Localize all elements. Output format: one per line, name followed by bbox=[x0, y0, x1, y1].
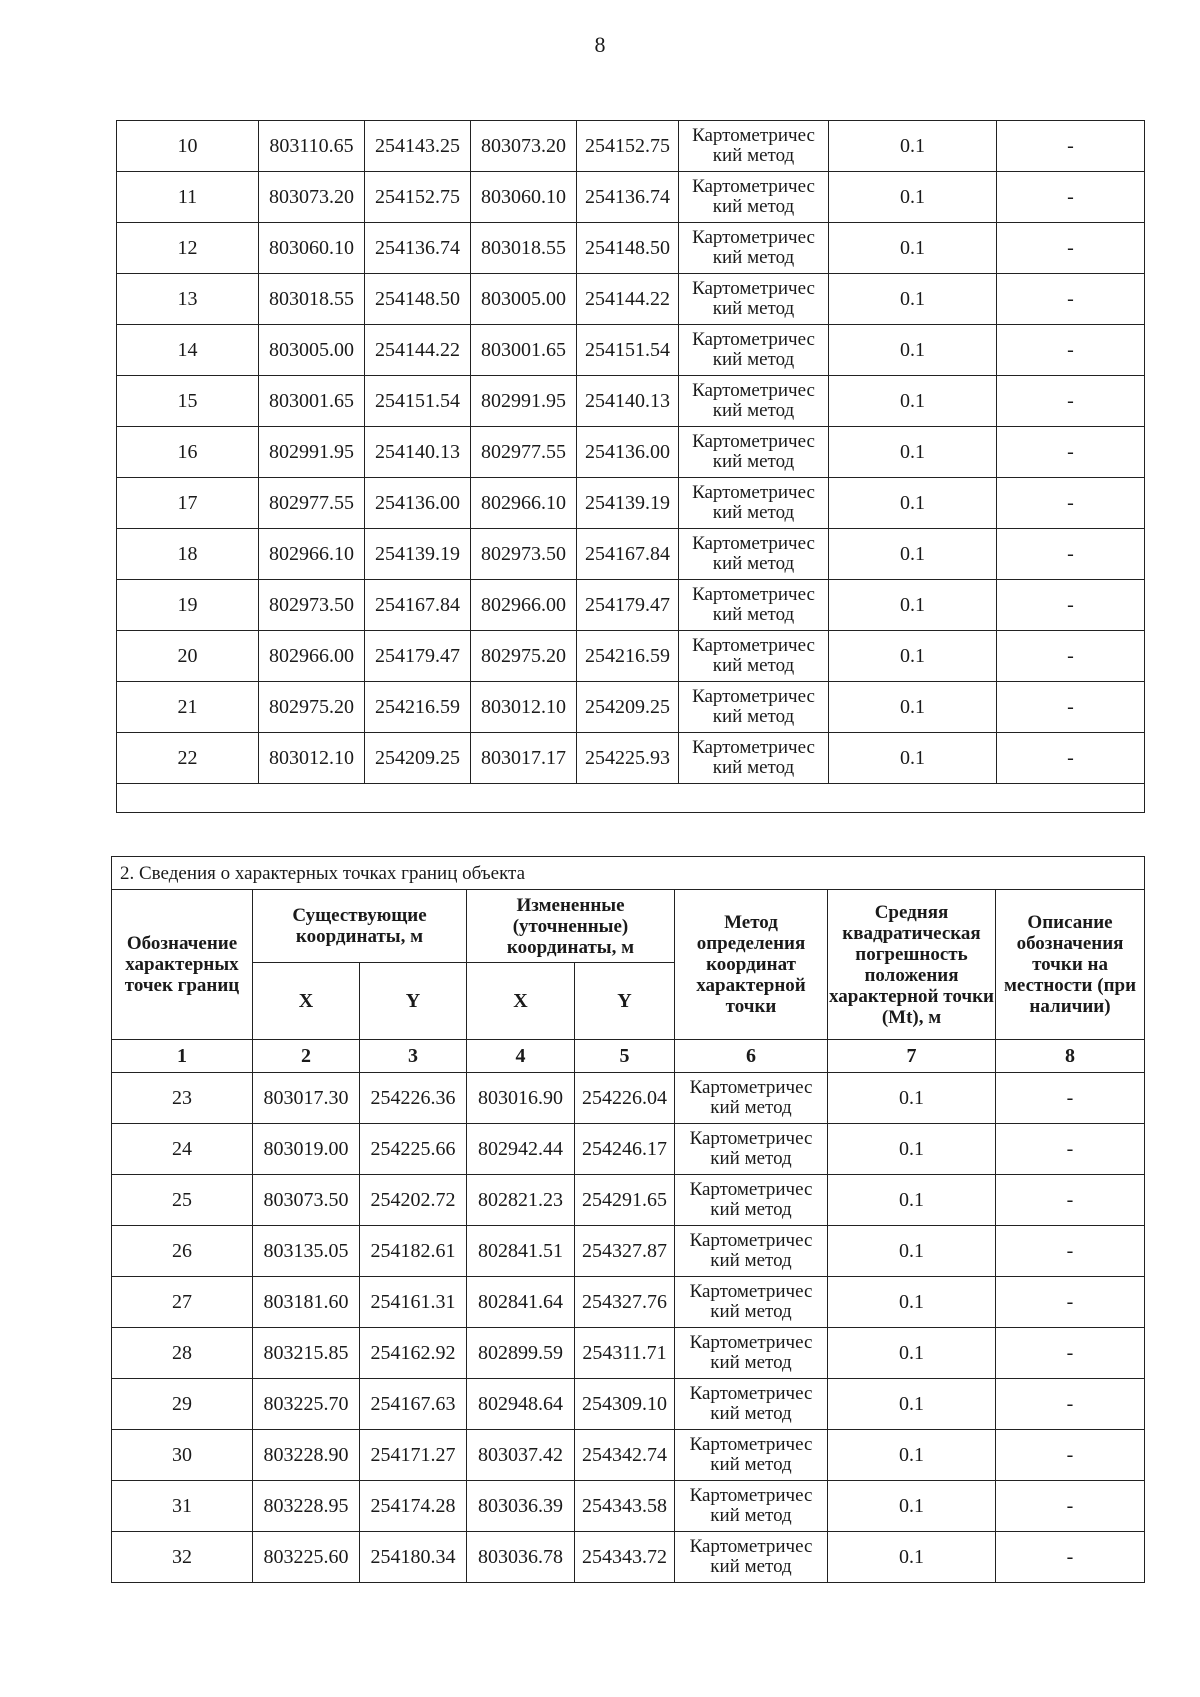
point-cell: 27 bbox=[112, 1277, 253, 1328]
method-cell bbox=[675, 1430, 828, 1481]
column-number: 8 bbox=[996, 1040, 1145, 1073]
existing-y-cell: 254144.22 bbox=[365, 325, 471, 376]
method-line-2: кий метод bbox=[710, 1097, 792, 1118]
error-cell: 0.1 bbox=[828, 1430, 996, 1481]
changed-x-cell: 802975.20 bbox=[471, 631, 577, 682]
error-cell: 0.1 bbox=[828, 1328, 996, 1379]
changed-y-cell: 254342.74 bbox=[575, 1430, 675, 1481]
changed-y-cell: 254144.22 bbox=[577, 274, 679, 325]
method-line-1: Картометричес bbox=[689, 1434, 813, 1455]
error-cell: 0.1 bbox=[829, 325, 997, 376]
point-cell: 32 bbox=[112, 1532, 253, 1583]
changed-y-cell: 254148.50 bbox=[577, 223, 679, 274]
description-cell: - bbox=[997, 529, 1145, 580]
page-number: 8 bbox=[594, 32, 606, 57]
description-cell: - bbox=[996, 1430, 1145, 1481]
column-number: 1 bbox=[112, 1040, 253, 1073]
changed-x-cell: 802977.55 bbox=[471, 427, 577, 478]
changed-x-cell: 802841.51 bbox=[467, 1226, 575, 1277]
changed-x-cell: 802899.59 bbox=[467, 1328, 575, 1379]
existing-x-cell: 803017.30 bbox=[253, 1073, 360, 1124]
changed-x-cell: 802966.00 bbox=[471, 580, 577, 631]
boundary-points-table bbox=[111, 856, 1145, 1583]
existing-y-cell: 254148.50 bbox=[365, 274, 471, 325]
existing-y-cell: 254151.54 bbox=[365, 376, 471, 427]
table-row bbox=[117, 529, 1145, 580]
method-cell bbox=[675, 1481, 828, 1532]
method-line-2: кий метод bbox=[712, 400, 795, 421]
changed-x-cell: 803005.00 bbox=[471, 274, 577, 325]
point-cell: 22 bbox=[117, 733, 259, 784]
point-cell: 18 bbox=[117, 529, 259, 580]
table-row bbox=[112, 1175, 1145, 1226]
method-line-2: кий метод bbox=[712, 145, 795, 166]
header-existing-y: Y bbox=[360, 963, 467, 1040]
point-cell: 24 bbox=[112, 1124, 253, 1175]
header-point-designation: Обозначение характерных точек границ bbox=[112, 890, 253, 1040]
description-cell: - bbox=[996, 1379, 1145, 1430]
header-changed-y: Y bbox=[575, 963, 675, 1040]
method-cell bbox=[679, 172, 829, 223]
method-line-1: Картометричес bbox=[692, 584, 815, 605]
description-cell: - bbox=[997, 682, 1145, 733]
existing-x-cell: 802991.95 bbox=[259, 427, 365, 478]
table-row bbox=[112, 1379, 1145, 1430]
method-line-2: кий метод bbox=[712, 298, 795, 319]
method-cell bbox=[679, 529, 829, 580]
method-line-2: кий метод bbox=[712, 706, 795, 727]
existing-y-cell: 254139.19 bbox=[365, 529, 471, 580]
column-numbers-row bbox=[112, 1040, 1145, 1073]
method-line-1: Картометричес bbox=[692, 482, 815, 503]
empty-cell bbox=[117, 784, 1145, 813]
existing-x-cell: 802973.50 bbox=[259, 580, 365, 631]
changed-y-cell: 254152.75 bbox=[577, 121, 679, 172]
table-row bbox=[117, 274, 1145, 325]
changed-x-cell: 802942.44 bbox=[467, 1124, 575, 1175]
table-row bbox=[117, 478, 1145, 529]
changed-x-cell: 802966.10 bbox=[471, 478, 577, 529]
method-line-2: кий метод bbox=[712, 349, 795, 370]
changed-x-cell: 803018.55 bbox=[471, 223, 577, 274]
existing-y-cell: 254174.28 bbox=[360, 1481, 467, 1532]
method-cell bbox=[675, 1124, 828, 1175]
header-changed-x: X bbox=[467, 963, 575, 1040]
changed-x-cell: 803016.90 bbox=[467, 1073, 575, 1124]
method-line-1: Картометричес bbox=[689, 1536, 813, 1557]
method-line-1: Картометричес bbox=[692, 533, 815, 554]
point-cell: 10 bbox=[117, 121, 259, 172]
changed-y-cell: 254327.87 bbox=[575, 1226, 675, 1277]
method-cell bbox=[679, 580, 829, 631]
point-cell: 31 bbox=[112, 1481, 253, 1532]
description-cell: - bbox=[997, 478, 1145, 529]
existing-x-cell: 803019.00 bbox=[253, 1124, 360, 1175]
method-line-2: кий метод bbox=[710, 1199, 792, 1220]
existing-y-cell: 254180.34 bbox=[360, 1532, 467, 1583]
description-cell: - bbox=[997, 172, 1145, 223]
description-cell: - bbox=[997, 427, 1145, 478]
point-cell: 16 bbox=[117, 427, 259, 478]
header-mean-square-error: Средняя квадратическая погрешность положения характерной точки (Mt), м bbox=[828, 890, 996, 1040]
error-cell: 0.1 bbox=[829, 478, 997, 529]
table-row bbox=[112, 1532, 1145, 1583]
error-cell: 0.1 bbox=[829, 733, 997, 784]
changed-x-cell: 803037.42 bbox=[467, 1430, 575, 1481]
table-row bbox=[117, 376, 1145, 427]
method-cell bbox=[679, 274, 829, 325]
changed-x-cell: 803001.65 bbox=[471, 325, 577, 376]
method-line-2: кий метод bbox=[712, 553, 795, 574]
changed-y-cell: 254167.84 bbox=[577, 529, 679, 580]
error-cell: 0.1 bbox=[828, 1277, 996, 1328]
table-row bbox=[112, 1073, 1145, 1124]
error-cell: 0.1 bbox=[829, 682, 997, 733]
description-cell: - bbox=[996, 1277, 1145, 1328]
method-cell bbox=[679, 733, 829, 784]
table-row bbox=[112, 1328, 1145, 1379]
description-cell: - bbox=[997, 325, 1145, 376]
existing-y-cell: 254161.31 bbox=[360, 1277, 467, 1328]
description-cell: - bbox=[996, 1175, 1145, 1226]
column-number: 6 bbox=[675, 1040, 828, 1073]
description-cell: - bbox=[996, 1532, 1145, 1583]
existing-x-cell: 803005.00 bbox=[259, 325, 365, 376]
method-cell bbox=[679, 325, 829, 376]
column-number: 4 bbox=[467, 1040, 575, 1073]
changed-y-cell: 254291.65 bbox=[575, 1175, 675, 1226]
existing-y-cell: 254140.13 bbox=[365, 427, 471, 478]
method-cell bbox=[679, 631, 829, 682]
header-description: Описание обозначения точки на местности (при наличии) bbox=[996, 890, 1145, 1040]
error-cell: 0.1 bbox=[829, 274, 997, 325]
method-cell bbox=[675, 1073, 828, 1124]
point-cell: 21 bbox=[117, 682, 259, 733]
method-cell bbox=[675, 1175, 828, 1226]
existing-y-cell: 254171.27 bbox=[360, 1430, 467, 1481]
column-number: 2 bbox=[253, 1040, 360, 1073]
method-cell bbox=[679, 478, 829, 529]
error-cell: 0.1 bbox=[829, 376, 997, 427]
description-cell: - bbox=[997, 733, 1145, 784]
description-cell: - bbox=[997, 580, 1145, 631]
description-cell: - bbox=[997, 376, 1145, 427]
changed-x-cell: 802991.95 bbox=[471, 376, 577, 427]
method-line-2: кий метод bbox=[712, 604, 795, 625]
existing-y-cell: 254136.74 bbox=[365, 223, 471, 274]
error-cell: 0.1 bbox=[829, 172, 997, 223]
existing-x-cell: 803073.20 bbox=[259, 172, 365, 223]
boundary-points-table-continued bbox=[116, 120, 1145, 813]
existing-y-cell: 254226.36 bbox=[360, 1073, 467, 1124]
changed-x-cell: 802821.23 bbox=[467, 1175, 575, 1226]
method-cell bbox=[675, 1379, 828, 1430]
method-line-1: Картометричес bbox=[692, 278, 815, 299]
existing-y-cell: 254202.72 bbox=[360, 1175, 467, 1226]
changed-x-cell: 802948.64 bbox=[467, 1379, 575, 1430]
error-cell: 0.1 bbox=[829, 223, 997, 274]
point-cell: 26 bbox=[112, 1226, 253, 1277]
method-line-1: Картометричес bbox=[689, 1230, 813, 1251]
table-row bbox=[112, 1226, 1145, 1277]
error-cell: 0.1 bbox=[828, 1481, 996, 1532]
changed-x-cell: 802973.50 bbox=[471, 529, 577, 580]
method-line-2: кий метод bbox=[712, 502, 795, 523]
method-line-1: Картометричес bbox=[689, 1332, 813, 1353]
header-existing-coordinates: Существующие координаты, м bbox=[253, 890, 467, 963]
point-cell: 12 bbox=[117, 223, 259, 274]
existing-y-cell: 254167.84 bbox=[365, 580, 471, 631]
description-cell: - bbox=[997, 274, 1145, 325]
method-cell bbox=[675, 1277, 828, 1328]
existing-x-cell: 803110.65 bbox=[259, 121, 365, 172]
changed-y-cell: 254225.93 bbox=[577, 733, 679, 784]
changed-x-cell: 803060.10 bbox=[471, 172, 577, 223]
method-line-1: Картометричес bbox=[689, 1383, 813, 1404]
existing-y-cell: 254182.61 bbox=[360, 1226, 467, 1277]
method-line-1: Картометричес bbox=[692, 635, 815, 656]
existing-y-cell: 254216.59 bbox=[365, 682, 471, 733]
point-cell: 23 bbox=[112, 1073, 253, 1124]
method-line-1: Картометричес bbox=[689, 1128, 813, 1149]
method-line-2: кий метод bbox=[712, 757, 795, 778]
method-line-1: Картометричес bbox=[692, 686, 815, 707]
error-cell: 0.1 bbox=[829, 121, 997, 172]
method-line-1: Картометричес bbox=[689, 1077, 813, 1098]
method-line-1: Картометричес bbox=[692, 380, 815, 401]
table-row bbox=[112, 1430, 1145, 1481]
error-cell: 0.1 bbox=[828, 1073, 996, 1124]
description-cell: - bbox=[996, 1481, 1145, 1532]
existing-x-cell: 803228.90 bbox=[253, 1430, 360, 1481]
error-cell: 0.1 bbox=[828, 1124, 996, 1175]
description-cell: - bbox=[997, 223, 1145, 274]
table-row bbox=[117, 631, 1145, 682]
changed-y-cell: 254327.76 bbox=[575, 1277, 675, 1328]
existing-x-cell: 803018.55 bbox=[259, 274, 365, 325]
changed-x-cell: 803012.10 bbox=[471, 682, 577, 733]
existing-x-cell: 803225.70 bbox=[253, 1379, 360, 1430]
column-number: 7 bbox=[828, 1040, 996, 1073]
changed-x-cell: 802841.64 bbox=[467, 1277, 575, 1328]
description-cell: - bbox=[996, 1328, 1145, 1379]
method-line-1: Картометричес bbox=[689, 1281, 813, 1302]
point-cell: 13 bbox=[117, 274, 259, 325]
table-row bbox=[117, 682, 1145, 733]
method-line-1: Картометричес bbox=[692, 329, 815, 350]
error-cell: 0.1 bbox=[829, 580, 997, 631]
method-cell bbox=[679, 376, 829, 427]
changed-y-cell: 254343.58 bbox=[575, 1481, 675, 1532]
existing-x-cell: 803001.65 bbox=[259, 376, 365, 427]
column-number: 3 bbox=[360, 1040, 467, 1073]
error-cell: 0.1 bbox=[829, 631, 997, 682]
method-line-2: кий метод bbox=[710, 1505, 792, 1526]
description-cell: - bbox=[996, 1073, 1145, 1124]
existing-x-cell: 803073.50 bbox=[253, 1175, 360, 1226]
header-existing-x: X bbox=[253, 963, 360, 1040]
changed-y-cell: 254151.54 bbox=[577, 325, 679, 376]
table-row bbox=[117, 223, 1145, 274]
table-row bbox=[117, 325, 1145, 376]
method-line-2: кий метод bbox=[710, 1454, 792, 1475]
changed-y-cell: 254216.59 bbox=[577, 631, 679, 682]
existing-y-cell: 254209.25 bbox=[365, 733, 471, 784]
method-cell bbox=[675, 1226, 828, 1277]
method-line-2: кий метод bbox=[712, 247, 795, 268]
header-changed-coordinates: Измененные (уточненные) координаты, м bbox=[467, 890, 675, 963]
table-row bbox=[112, 1124, 1145, 1175]
changed-y-cell: 254226.04 bbox=[575, 1073, 675, 1124]
point-cell: 30 bbox=[112, 1430, 253, 1481]
table-row bbox=[117, 733, 1145, 784]
method-line-2: кий метод bbox=[712, 196, 795, 217]
changed-x-cell: 803036.39 bbox=[467, 1481, 575, 1532]
method-cell bbox=[679, 682, 829, 733]
existing-x-cell: 803060.10 bbox=[259, 223, 365, 274]
table-row bbox=[117, 172, 1145, 223]
changed-y-cell: 254140.13 bbox=[577, 376, 679, 427]
changed-y-cell: 254179.47 bbox=[577, 580, 679, 631]
method-line-1: Картометричес bbox=[692, 125, 815, 146]
method-cell bbox=[675, 1328, 828, 1379]
existing-x-cell: 803215.85 bbox=[253, 1328, 360, 1379]
table-row bbox=[112, 1481, 1145, 1532]
method-cell bbox=[679, 223, 829, 274]
existing-y-cell: 254225.66 bbox=[360, 1124, 467, 1175]
error-cell: 0.1 bbox=[828, 1226, 996, 1277]
error-cell: 0.1 bbox=[828, 1532, 996, 1583]
existing-y-cell: 254136.00 bbox=[365, 478, 471, 529]
existing-x-cell: 802966.10 bbox=[259, 529, 365, 580]
error-cell: 0.1 bbox=[828, 1379, 996, 1430]
changed-y-cell: 254343.72 bbox=[575, 1532, 675, 1583]
point-cell: 20 bbox=[117, 631, 259, 682]
changed-y-cell: 254311.71 bbox=[575, 1328, 675, 1379]
existing-y-cell: 254179.47 bbox=[365, 631, 471, 682]
changed-x-cell: 803036.78 bbox=[467, 1532, 575, 1583]
point-cell: 29 bbox=[112, 1379, 253, 1430]
point-cell: 19 bbox=[117, 580, 259, 631]
method-line-1: Картометричес bbox=[689, 1179, 813, 1200]
table-row bbox=[117, 427, 1145, 478]
point-cell: 14 bbox=[117, 325, 259, 376]
description-cell: - bbox=[996, 1124, 1145, 1175]
table-row bbox=[117, 580, 1145, 631]
point-cell: 11 bbox=[117, 172, 259, 223]
changed-x-cell: 803017.17 bbox=[471, 733, 577, 784]
section-title: 2. Сведения о характерных точках границ объекта bbox=[112, 857, 1145, 890]
error-cell: 0.1 bbox=[829, 427, 997, 478]
method-line-1: Картометричес bbox=[692, 431, 815, 452]
error-cell: 0.1 bbox=[829, 529, 997, 580]
method-line-1: Картометричес bbox=[689, 1485, 813, 1506]
method-cell bbox=[675, 1532, 828, 1583]
description-cell: - bbox=[996, 1226, 1145, 1277]
changed-y-cell: 254246.17 bbox=[575, 1124, 675, 1175]
changed-y-cell: 254136.00 bbox=[577, 427, 679, 478]
method-line-2: кий метод bbox=[712, 451, 795, 472]
existing-x-cell: 802966.00 bbox=[259, 631, 365, 682]
method-line-2: кий метод bbox=[712, 655, 795, 676]
method-line-2: кий метод bbox=[710, 1352, 792, 1373]
changed-x-cell: 803073.20 bbox=[471, 121, 577, 172]
point-cell: 28 bbox=[112, 1328, 253, 1379]
method-line-2: кий метод bbox=[710, 1301, 792, 1322]
point-cell: 15 bbox=[117, 376, 259, 427]
existing-x-cell: 802977.55 bbox=[259, 478, 365, 529]
error-cell: 0.1 bbox=[828, 1175, 996, 1226]
existing-y-cell: 254167.63 bbox=[360, 1379, 467, 1430]
description-cell: - bbox=[997, 631, 1145, 682]
table-row bbox=[117, 121, 1145, 172]
changed-y-cell: 254136.74 bbox=[577, 172, 679, 223]
description-cell: - bbox=[997, 121, 1145, 172]
changed-y-cell: 254139.19 bbox=[577, 478, 679, 529]
existing-y-cell: 254162.92 bbox=[360, 1328, 467, 1379]
existing-x-cell: 803181.60 bbox=[253, 1277, 360, 1328]
point-cell: 17 bbox=[117, 478, 259, 529]
method-line-2: кий метод bbox=[710, 1148, 792, 1169]
existing-x-cell: 803225.60 bbox=[253, 1532, 360, 1583]
method-line-1: Картометричес bbox=[692, 227, 815, 248]
method-cell bbox=[679, 121, 829, 172]
existing-x-cell: 803012.10 bbox=[259, 733, 365, 784]
existing-y-cell: 254143.25 bbox=[365, 121, 471, 172]
method-line-2: кий метод bbox=[710, 1556, 792, 1577]
changed-y-cell: 254309.10 bbox=[575, 1379, 675, 1430]
method-line-2: кий метод bbox=[710, 1250, 792, 1271]
existing-x-cell: 802975.20 bbox=[259, 682, 365, 733]
changed-y-cell: 254209.25 bbox=[577, 682, 679, 733]
column-number: 5 bbox=[575, 1040, 675, 1073]
method-line-1: Картометричес bbox=[692, 737, 815, 758]
existing-x-cell: 803228.95 bbox=[253, 1481, 360, 1532]
point-cell: 25 bbox=[112, 1175, 253, 1226]
existing-y-cell: 254152.75 bbox=[365, 172, 471, 223]
table-row bbox=[112, 1277, 1145, 1328]
method-line-1: Картометричес bbox=[692, 176, 815, 197]
empty-row bbox=[117, 784, 1145, 813]
header-method: Метод определения координат характерной точки bbox=[675, 890, 828, 1040]
existing-x-cell: 803135.05 bbox=[253, 1226, 360, 1277]
method-cell bbox=[679, 427, 829, 478]
method-line-2: кий метод bbox=[710, 1403, 792, 1424]
